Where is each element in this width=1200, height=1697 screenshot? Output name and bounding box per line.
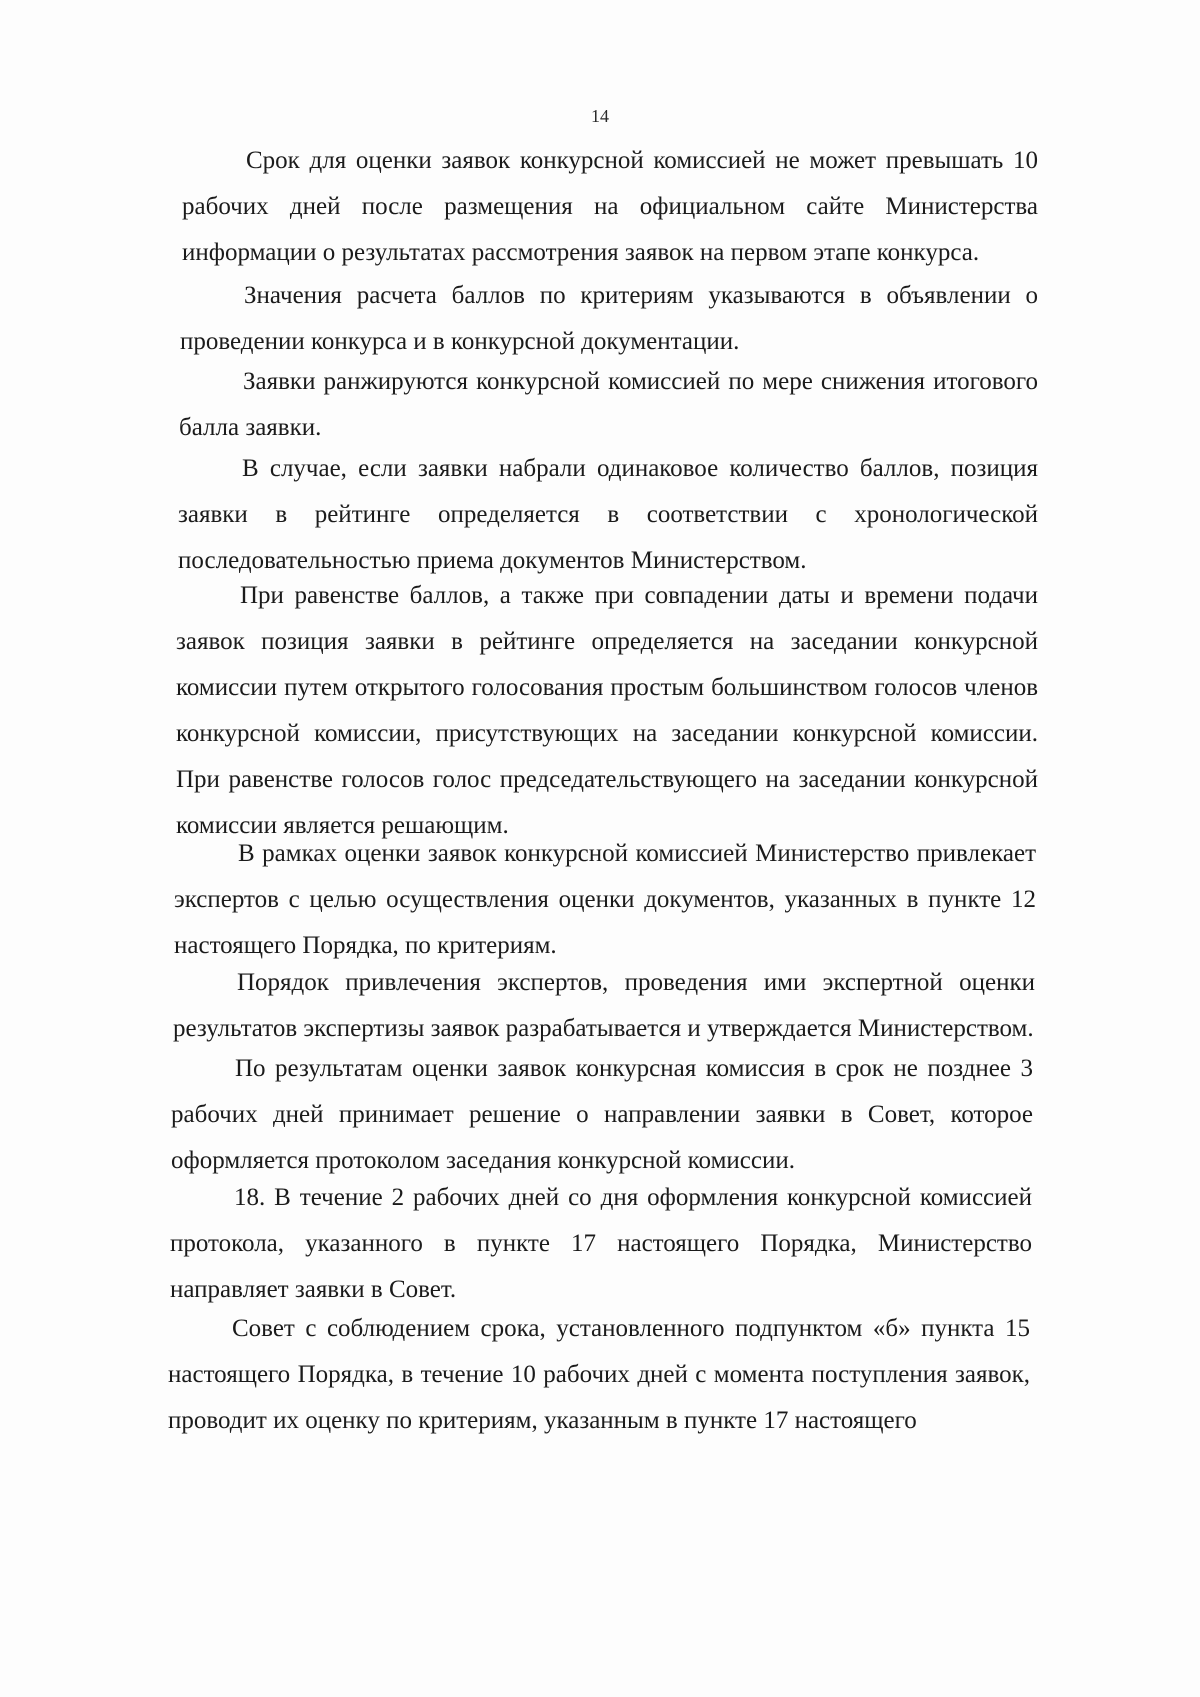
paragraph-experts: В рамках оценки заявок конкурсной комиссией Министерство привлекает экспертов с целью осуществления оценки документов, указанных в пункте 12 настоящего Порядка, по критериям.: [174, 840, 1036, 959]
paragraph-ranking: Заявки ранжируются конкурсной комиссией по мере снижения итогового балла заявки.: [179, 368, 1038, 441]
paragraph-council-evaluation: Совет с соблюдением срока, установленного подпунктом «б» пункта 15 настоящего Порядка, в течение 10 рабочих дней с момента поступления заявок, проводит их оценку по критериям, указанным в пункте 17 настоящего: [168, 1315, 1030, 1434]
paragraph-equal-scores: В случае, если заявки набрали одинаковое количество баллов, позиция заявки в рейтинге определяется в соответствии с хронологической последовательностью приема документов Министерством.: [178, 455, 1038, 574]
paragraph-equal-scores-and-time: При равенстве баллов, а также при совпадении даты и времени подачи заявок позиция заявки в рейтинге определяется на заседании конкурсной комиссии путем открытого голосования простым большинством голосов членов конкурсной комиссии, присутствующих на заседании конкурсной комиссии. При равенстве голосов голос председательствующего на заседании конкурсной комиссии является решающим.: [176, 582, 1038, 839]
paragraph-evaluation-term: Срок для оценки заявок конкурсной комиссией не может превышать 10 рабочих дней после размещения на официальном сайте Министерства информации о результатах рассмотрения заявок на первом этапе конкурса.: [182, 147, 1038, 266]
paragraph-expert-procedure: Порядок привлечения экспертов, проведения ими экспертной оценки результатов экспертизы заявок разрабатывается и утверждается Министерством.: [173, 969, 1035, 1042]
paragraph-score-values: Значения расчета баллов по критериям указываются в объявлении о проведении конкурса и в конкурсной документации.: [180, 282, 1038, 355]
paragraph-item-18: 18. В течение 2 рабочих дней со дня оформления конкурсной комиссией протокола, указанного в пункте 17 настоящего Порядка, Министерство направляет заявки в Совет.: [170, 1184, 1032, 1303]
page-number: 14: [591, 106, 609, 126]
paragraph-commission-decision: По результатам оценки заявок конкурсная комиссия в срок не позднее 3 рабочих дней принимает решение о направлении заявки в Совет, которое оформляется протоколом заседания конкурсной комиссии.: [171, 1055, 1033, 1174]
